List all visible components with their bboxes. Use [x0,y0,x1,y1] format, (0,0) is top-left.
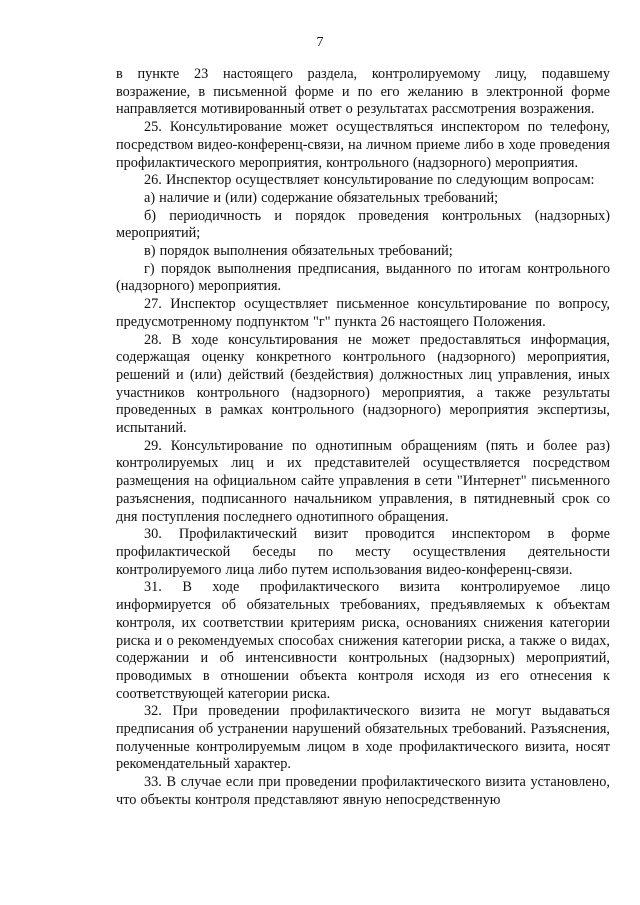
paragraph-continuation: в пункте 23 настоящего раздела, контролируемому лицу, подавшему возражение, в письменной форме и по его желанию в электронной форме направляется мотивированный ответ о результатах рассмотрения возражения. [116,66,610,118]
page-number: 7 [316,35,324,50]
document-text-body [116,66,610,810]
paragraph-26-g: г) порядок выполнения предписания, выданного по итогам контрольного (надзорного) мероприятия. [116,260,610,295]
paragraph-26-b: б) периодичность и порядок проведения контрольных (надзорных) мероприятий; [116,207,610,242]
paragraph-31: 31. В ходе профилактического визита контролируемое лицо информируется об обязательных требованиях, предъявляемых к объектам контроля, их соответствии критериям риска, основаниях снижения категории риска и о рекомендуемых способах снижения категории риска, а также о видах, содержании и об интенсивности контрольных (надзорных) мероприятий, проводимых в отношении объекта контроля исходя из его отнесения к соответствующей категории риска. [116,579,610,702]
paragraph-26-v: в) порядок выполнения обязательных требований; [144,243,453,260]
paragraph-32: 32. При проведении профилактического визита не могут выдаваться предписания об устранении нарушений обязательных требований. Разъяснения, полученные контролируемым лицом в ходе профилактического визита, носят рекомендательный характер. [116,703,610,773]
paragraph-28: 28. В ходе консультирования не может предоставляться информация, содержащая оценку конкретного контрольного (надзорного) мероприятия, решений и (или) действий (бездействия) должностных лиц управления, иных участников контрольного (надзорного) мероприятия, а также результаты проведенных в рамках контрольного (надзорного) мероприятия экспертизы, испытаний. [116,331,610,437]
paragraph-25: 25. Консультирование может осуществляться инспектором по телефону, посредством видео-конференц-связи, на личном приеме либо в ходе проведения профилактического мероприятия, контрольного (надзорного) мероприятия. [116,119,610,171]
paragraph-26: 26. Инспектор осуществляет консультирование по следующим вопросам: [144,172,595,189]
paragraph-27: 27. Инспектор осуществляет письменное консультирование по вопросу, предусмотренному подпунктом "г" пункта 26 настоящего Положения. [116,296,610,330]
paragraph-33: 33. В случае если при проведении профилактического визита установлено, что объекты контроля представляют явную непосредственную [116,774,610,808]
paragraph-30: 30. Профилактический визит проводится инспектором в форме профилактической беседы по месту осуществления деятельности контролируемого лица либо путем использования видео-конференц-связи. [116,526,610,578]
paragraph-26-a: а) наличие и (или) содержание обязательных требований; [144,189,499,206]
paragraph-29: 29. Консультирование по однотипным обращениям (пять и более раз) контролируемых лиц и их представителей осуществляется посредством размещения на официальном сайте управления в сети "Интернет" письменного разъяснения, подписанного начальником управления, в пятидневный срок со дня поступления последнего однотипного обращения. [116,437,610,525]
